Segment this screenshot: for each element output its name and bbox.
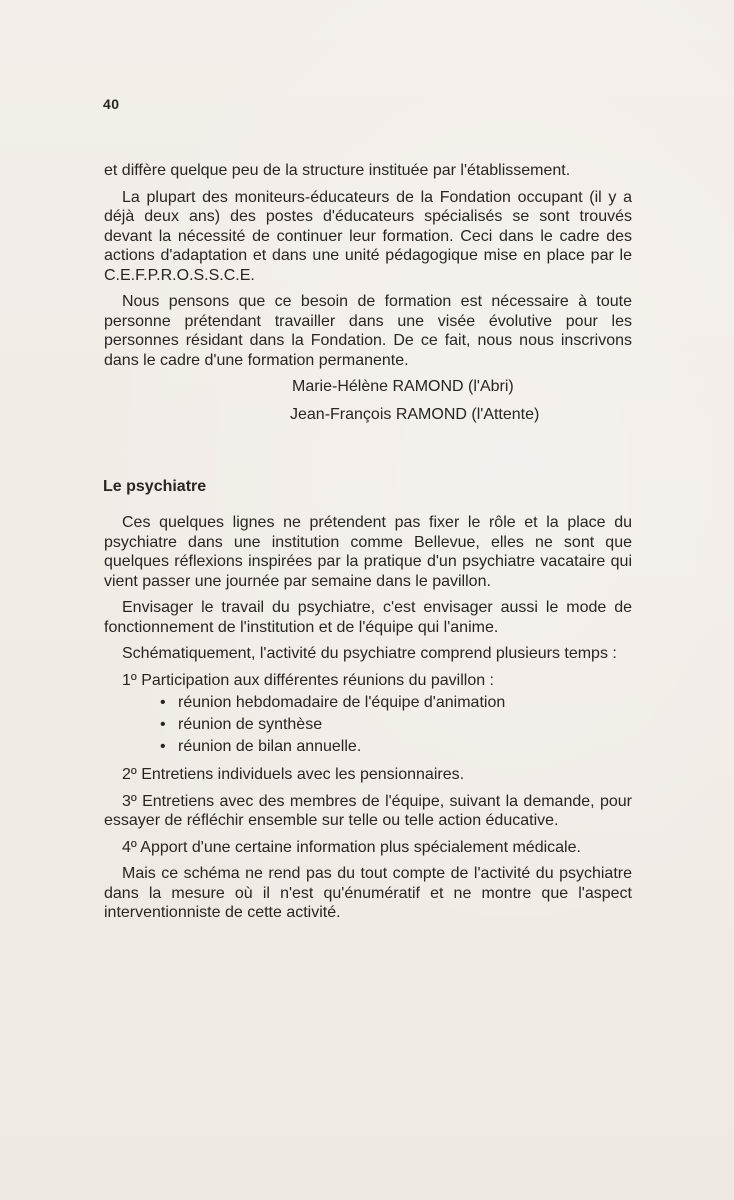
page-number: 40 [103,96,120,112]
top-text-block [104,161,632,424]
paragraph-intro: Ces quelques lignes ne prétendent pas fixer le rôle et la place du psychiatre dans une institution comme Bellevue, elles ne sont que quelques réflexions inspirées par la pratique d'un psychiatre vacataire qui vient passer une journée par semaine dans le pavillon. [104,514,632,590]
paragraph-schematiquement: Schématiquement, l'activité du psychiatre comprend plusieurs temps : [122,645,617,662]
paragraph-continuation: et diffère quelque peu de la structure instituée par l'établissement. [104,162,571,179]
paragraph-closing: Mais ce schéma ne rend pas du tout compte de l'activité du psychiatre dans la mesure où il n'est qu'énumératif et ne montre que l'aspect interventionniste de cette activité. [104,865,632,921]
bullet-item: • réunion de bilan annuelle. [160,736,632,758]
section-text-block [104,513,632,930]
signature-marie-helene: Marie-Hélène RAMOND (l'Abri) [292,378,514,395]
list-item-3: 3º Entretiens avec des membres de l'équipe, suivant la demande, pour essayer de réfléchir ensemble sur telle ou telle action éducative. [104,792,632,829]
paragraph-envisager: Envisager le travail du psychiatre, c'est envisager aussi le mode de fonctionnement de l'institution et de l'équipe qui l'anime. [104,599,632,636]
list-item-4: 4º Apport d'une certaine information plus spécialement médicale. [122,838,581,856]
section-heading: Le psychiatre [103,478,207,495]
paragraph-formation: Nous pensons que ce besoin de formation est nécessaire à toute personne prétendant travailler dans une visée évolutive pour les personnes résidant dans la Fondation. De ce fait, nous nous inscrivons dans le cadre d'une formation permanente. [104,293,632,369]
bullet-list [104,692,632,758]
list-item-1: 1º Participation aux différentes réunions du pavillon : [122,671,494,689]
list-item-2: 2º Entretiens individuels avec les pensionnaires. [122,766,465,783]
signature-jean-francois: Jean-François RAMOND (l'Attente) [290,405,540,423]
paragraph-moniteurs: La plupart des moniteurs-éducateurs de la Fondation occupant (il y a déjà deux ans) des postes d'éducateurs spécialisés se sont trouvés devant la nécessité de continuer leur formation. Ceci dans le cadre des actions d'adaptation et dans une unité pédagogique mise en place par le C.E.F.P.R.O.S.S.C.E. [104,188,632,284]
bullet-item: • réunion hebdomadaire de l'équipe d'animation [160,692,632,714]
bullet-item: • réunion de synthèse [160,714,632,736]
